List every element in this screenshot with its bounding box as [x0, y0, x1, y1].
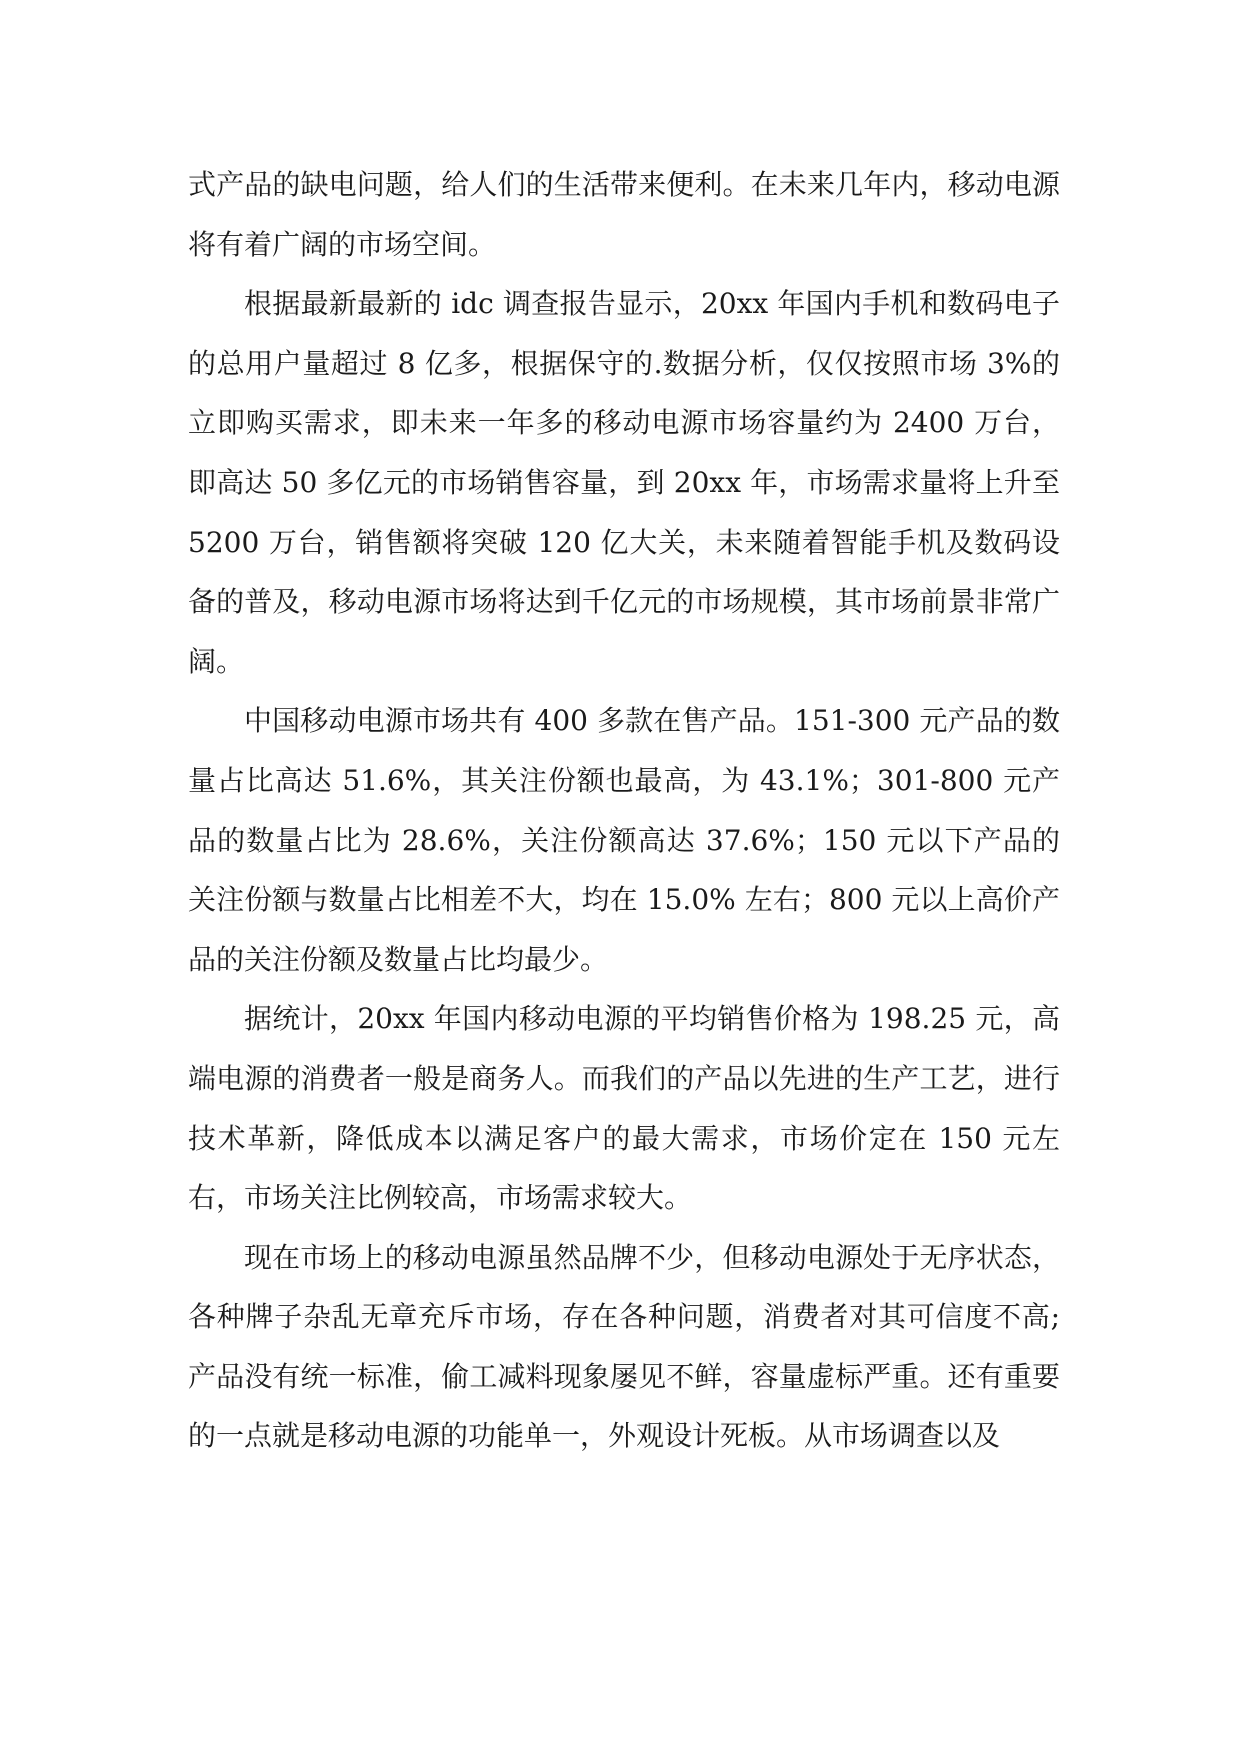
document-body	[188, 155, 1060, 1466]
paragraph-average-price: 据统计，20xx 年国内移动电源的平均销售价格为 198.25 元，高端电源的消费者一般是商务人。而我们的产品以先进的生产工艺，进行技术革新，降低成本以满足客户的最大需求，市场价定在 150 元左右，市场关注比例较高，市场需求较大。	[188, 1002, 1060, 1215]
paragraph-product-price-share: 中国移动电源市场共有 400 多款在售产品。151-300 元产品的数量占比高达 51.6%，其关注份额也最高，为 43.1%；301-800 元产品的数量占比为 28.6%，关注份额高达 37.6%；150 元以下产品的关注份额与数量占比相差不大，均在 15.0% 左右；800 元以上高价产品的关注份额及数量占比均最少。	[188, 704, 1060, 976]
paragraph-market-problems: 现在市场上的移动电源虽然品牌不少，但移动电源处于无序状态，各种牌子杂乱无章充斥市场，存在各种问题，消费者对其可信度不高;产品没有统一标准，偷工减料现象屡见不鲜，容量虚标严重。还有重要的一点就是移动电源的功能单一，外观设计死板。从市场调查以及	[188, 1240, 1060, 1453]
paragraph-continuation: 式产品的缺电问题，给人们的生活带来便利。在未来几年内，移动电源将有着广阔的市场空间。	[188, 168, 1060, 261]
paragraph-idc-report: 根据最新最新的 idc 调查报告显示，20xx 年国内手机和数码电子的总用户量超过 8 亿多，根据保守的.数据分析，仅仅按照市场 3%的立即购买需求，即未来一年多的移动电源市场容量约为 2400 万台，即高达 50 多亿元的市场销售容量，到 20xx 年，市场需求量将上升至 5200 万台，销售额将突破 120 亿大关，未来随着智能手机及数码设备的普及，移动电源市场将达到千亿元的市场规模，其市场前景非常广阔。	[188, 287, 1060, 678]
